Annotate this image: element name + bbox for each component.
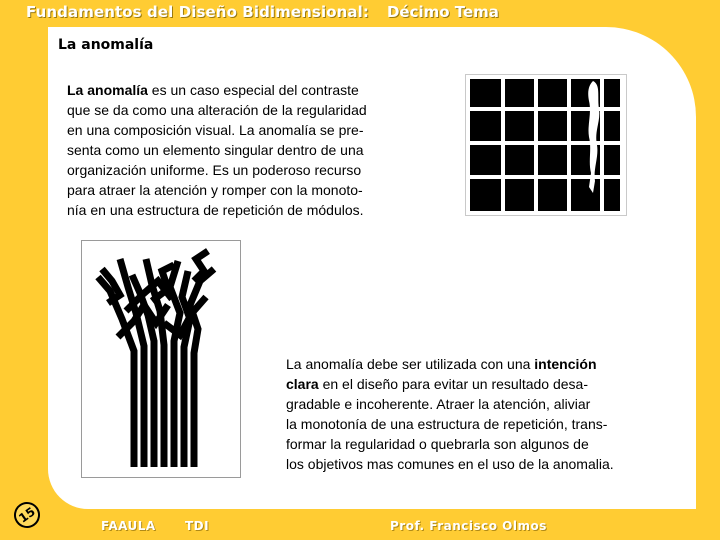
- course-name: Fundamentos del Diseño Bidimensional:: [26, 3, 369, 21]
- footer-course-code: TDI: [185, 519, 210, 533]
- paragraph-line: senta como un elemento singular dentro de una: [67, 142, 364, 158]
- paragraph-line: que se da como una alteración de la regularidad: [67, 102, 367, 118]
- topic-name: Décimo Tema: [386, 3, 499, 21]
- anomaly-grid-figure: [465, 74, 627, 216]
- anomaly-tree-figure: [81, 240, 241, 478]
- highlighted-term: La anomalía: [67, 82, 148, 98]
- paragraph-line: gradable e incoherente. Atraer la atención, aliviar: [286, 396, 591, 412]
- footer-faculty: FAAULA: [101, 519, 156, 533]
- footer-author: Prof. Francisco Olmos: [390, 519, 547, 533]
- paragraph-text: La anomalía debe ser utilizada con una: [286, 356, 535, 372]
- highlighted-term: intención: [534, 356, 597, 372]
- paragraph-line: [286, 374, 686, 394]
- paragraph-text: en el diseño para evitar un resultado desa-: [318, 376, 588, 392]
- tree-illustration: [82, 241, 240, 477]
- paragraph-line: la monotonía de una estructura de repetición, trans-: [286, 416, 608, 432]
- paragraph-line: [67, 80, 427, 100]
- paragraph-line: formar la regularidad o quebrarla son algunos de: [286, 436, 589, 452]
- paragraph-line: los objetivos mas comunes en el uso de la anomalia.: [286, 456, 614, 472]
- highlighted-term: clara: [286, 376, 319, 392]
- page-number-badge: 15: [9, 497, 45, 533]
- grid-illustration: [466, 75, 626, 215]
- paragraph-text: es un caso especial del contraste: [147, 82, 359, 98]
- paragraph-line: nía en una estructura de repetición de módulos.: [67, 202, 364, 218]
- paragraph-line: para atraer la atención y romper con la monoto-: [67, 182, 363, 198]
- paragraph-line: [286, 354, 686, 374]
- header-title: [26, 3, 499, 25]
- tree-strokes: [98, 251, 214, 467]
- paragraph-intro: [67, 80, 427, 220]
- slide-title: La anomalía: [58, 37, 154, 53]
- paragraph-line: en una composición visual. La anomalía se pre-: [67, 122, 364, 138]
- paragraph-line: organización uniforme. Es un poderoso recurso: [67, 162, 362, 178]
- paragraph-usage: [286, 354, 686, 474]
